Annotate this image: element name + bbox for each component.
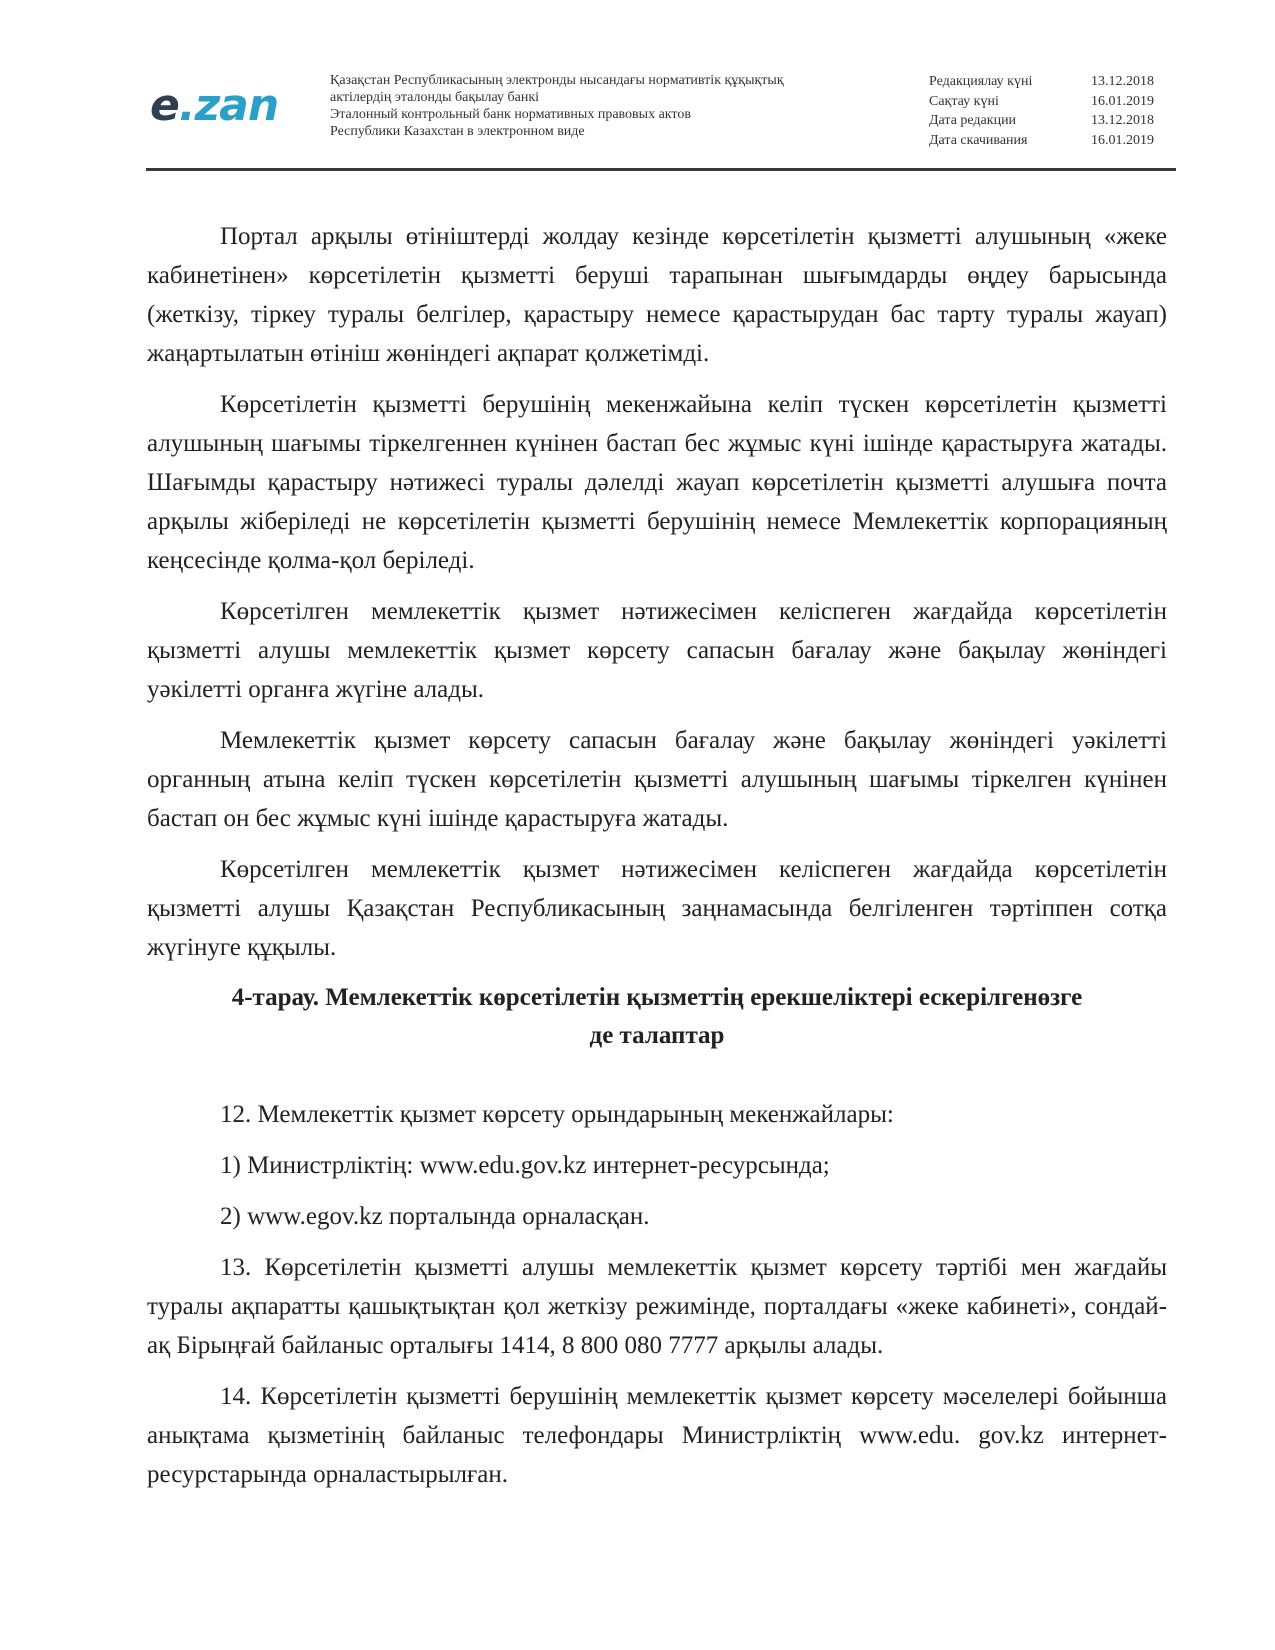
numbered-item: 13. Көрсетілетін қызметті алушы мемлекеттік қызмет көрсету тәртібі мен жағдайы туралы ақпаратты қашықтықтан қол жеткізу режимінде, порталдағы «жеке кабинеті», сондай-ақ Бірыңғай байланыс орталығы 1414, 8 800 080 7777 арқылы алады. (147, 1254, 1167, 1359)
org-line: актілердің эталонды бақылау банкі (330, 90, 540, 105)
meta-row-edit-date-kz: Редакциялау күні 13.12.2018 (929, 74, 1154, 89)
numbered-item: 2) www.egov.kz порталында орналасқан. (220, 1203, 650, 1230)
meta-row-edit-date-ru: Дата редакции 13.12.2018 (929, 113, 1154, 128)
section-heading (147, 979, 1167, 1055)
numbered-item: 12. Мемлекеттік қызмет көрсету орындарының мекенжайлары: (220, 1101, 894, 1128)
org-line: Қазақстан Республикасының электронды нысандағы нормативтік құқықтық (330, 73, 784, 88)
section-heading-line: 4-тарау. Мемлекеттік көрсетілетін қызметтің ерекшеліктері ескерілгенөзге (231, 984, 1083, 1011)
document-dates (929, 72, 1176, 150)
body-paragraph: Мемлекеттік қызмет көрсету сапасын бағалау және бақылау жөніндегі уәкілетті органның атына келіп түскен көрсетілетін қызметті алушының шағымы тіркелген күнінен бастап он бес жұмыс күні ішінде қарастыруға жатады. (147, 727, 1167, 832)
org-line: Республики Казахстан в электронном виде (330, 124, 585, 139)
organization-name (330, 72, 870, 140)
body-paragraph: Көрсетілген мемлекеттік қызмет нәтижесімен келіспеген жағдайда көрсетілетін қызметті алушы Қазақстан Республикасының заңнамасында белгіленген тәртіппен сотқа жүгінуге құқылы. (147, 856, 1167, 961)
body-paragraph: Көрсетілген мемлекеттік қызмет нәтижесімен келіспеген жағдайда көрсетілетін қызметті алушы мемлекеттік қызмет көрсету сапасын бағалау және бақылау жөніндегі уәкілетті органға жүгіне алады. (147, 598, 1167, 703)
numbered-item: 1) Министрліктің: www.edu.gov.kz интернет-ресурсында; (220, 1152, 830, 1179)
body-paragraph: Портал арқылы өтініштерді жолдау кезінде көрсетілетін қызметті алушының «жеке кабинетінен» көрсетілетін қызметті беруші тарапынан шығымдарды өңдеу барысында (жеткізу, тіркеу туралы белгілер, қарастыру немесе қарастырудан бас тарту туралы жауап) жаңартылатын өтініш жөніндегі ақпарат қолжетімді. (147, 223, 1167, 367)
section-heading-line: де талаптар (589, 1022, 725, 1049)
document-body (147, 217, 1167, 1506)
meta-row-save-date-kz: Сақтау күні 16.01.2019 (929, 93, 1154, 109)
meta-row-download-date-ru: Дата скачивания 16.01.2019 (929, 132, 1154, 148)
body-paragraph: Көрсетілетін қызметті берушінің мекенжайына келіп түскен көрсетілетін қызметті алушының шағымы тіркелгеннен күнінен бастап бес жұмыс күні ішінде қарастыруға жатады. Шағымды қарастыру нәтижесі туралы дәлелді жауап көрсетілетін қызметті алушыға почта арқылы жіберіледі не көрсетілетін қызметті берушінің немесе Мемлекеттік корпорацияның кеңсесінде қолма-қол беріледі. (147, 391, 1167, 574)
ezan-logo: e.zan (150, 80, 279, 131)
org-line: Эталонный контрольный банк нормативных правовых актов (330, 107, 691, 122)
document-header (146, 64, 1176, 171)
numbered-item: 14. Көрсетілетін қызметті берушінің мемлекеттік қызмет көрсету мәселелері бойынша анықтама қызметінің байланыс телефондары Министрліктің www.edu. gov.kz интернет-ресурстарында орналастырылған. (147, 1383, 1167, 1488)
